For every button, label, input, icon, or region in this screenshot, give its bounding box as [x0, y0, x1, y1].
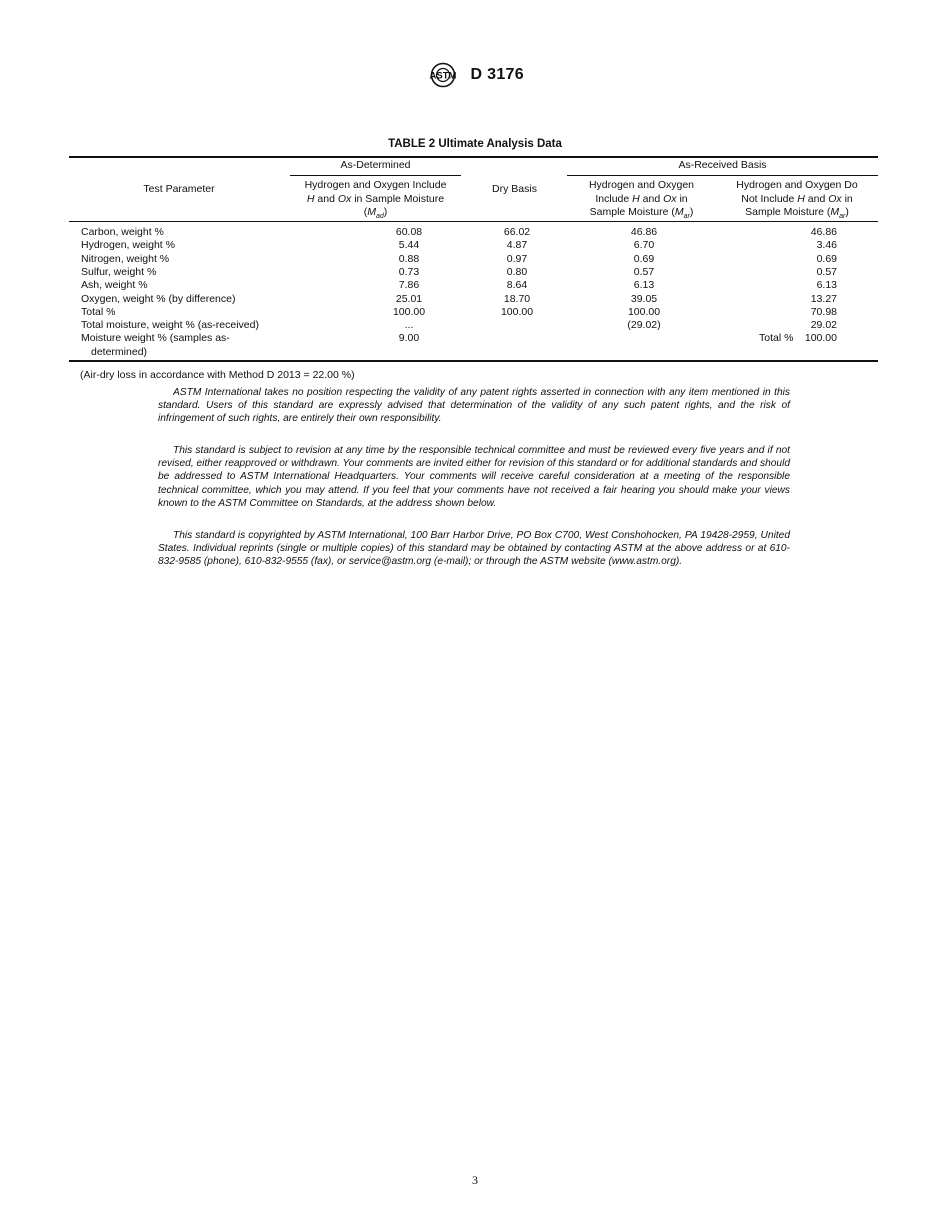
astm-logo-icon [426, 60, 460, 90]
copyright-notice: This standard is copyrighted by ASTM International, 100 Barr Harbor Drive, PO Box C700, West Conshohocken, PA 19428-2959, United States. Individual reprints (single or multiple copies) of this standard may be obtained by contacting ASTM at the above address or at 610-832-9585 (phone), 610-832-9555 (fax), or service@astm.org (e-mail); or through the ASTM website (www.astm.org). [158, 530, 790, 568]
header-col-mar-exclude: Hydrogen and Oxygen Do Not Include H and Ox in Sample Moisture $(M_{ar})$ [736, 179, 858, 221]
table-row: Carbon, weight % 60.08 66.02 46.86 46.86 [81, 226, 837, 238]
table-row: Nitrogen, weight % 0.88 0.97 0.69 0.69 [81, 252, 837, 265]
document-header [0, 60, 950, 90]
svg-text:ASTM: ASTM [429, 70, 457, 82]
table-row-moisture-cont: determined) [91, 345, 148, 358]
page-number: 3 [472, 1173, 478, 1187]
table-row: Total % 100.00 100.00 100.00 70.98 [81, 305, 837, 318]
as-received-underline [567, 175, 878, 176]
table-footnote: (Air-dry loss in accordance with Method D 2013 = 22.00 %) [80, 369, 355, 381]
table-row: Hydrogen, weight % 5.44 4.87 6.70 3.46 [81, 239, 837, 252]
table-title: TABLE 2 Ultimate Analysis Data [388, 138, 562, 150]
header-test-parameter: Test Parameter [143, 183, 215, 195]
table-row: Oxygen, weight % (by difference) 25.01 18.70 39.05 13.27 [81, 292, 837, 305]
table-row: Sulfur, weight % 0.73 0.80 0.57 0.57 [81, 265, 837, 278]
table-top-rule [69, 156, 878, 158]
header-as-received: As-Received Basis [678, 159, 767, 171]
table-row-moisture: Moisture weight % (samples as- 9.00 Total % 100.00 [81, 332, 837, 345]
document-designation: D 3176 [470, 66, 524, 83]
table-bottom-rule [69, 360, 878, 362]
table-row: Total moisture, weight % (as-received) ... (29.02) 29.02 [81, 319, 837, 332]
header-as-determined: As-Determined [340, 159, 411, 171]
patent-notice: ASTM International takes no position respecting the validity of any patent rights asserted in connection with any item mentioned in this standard. Users of this standard are expressly advised that determination of the validity of any such patent rights, and the risk of infringement of such rights, are entirely their own responsibility. [158, 387, 790, 425]
header-col-mad: Hydrogen and Oxygen Include H and Ox in Sample Moisture $(M_{ad})$ [304, 179, 447, 221]
table-row: Ash, weight % 7.86 8.64 6.13 6.13 [81, 279, 837, 292]
header-col-mar-include: Hydrogen and Oxygen Include H and Ox in Sample Moisture $(M_{ar})$ [588, 179, 695, 221]
as-determined-underline [290, 175, 461, 176]
header-dry-basis: Dry Basis [492, 183, 537, 195]
revision-notice: This standard is subject to revision at any time by the responsible technical committee and must be reviewed every five years and if not revised, either reapproved or withdrawn. Your comments are invited either for revision of this standard or for additional standards and should be addressed to ASTM International Headquarters. Your comments will receive careful consideration at a meeting of the responsible technical committee, which you may attend. If you feel that your comments have not received a fair hearing you should make your views known to the ASTM Committee on Standards, at the address shown below. [158, 445, 790, 509]
